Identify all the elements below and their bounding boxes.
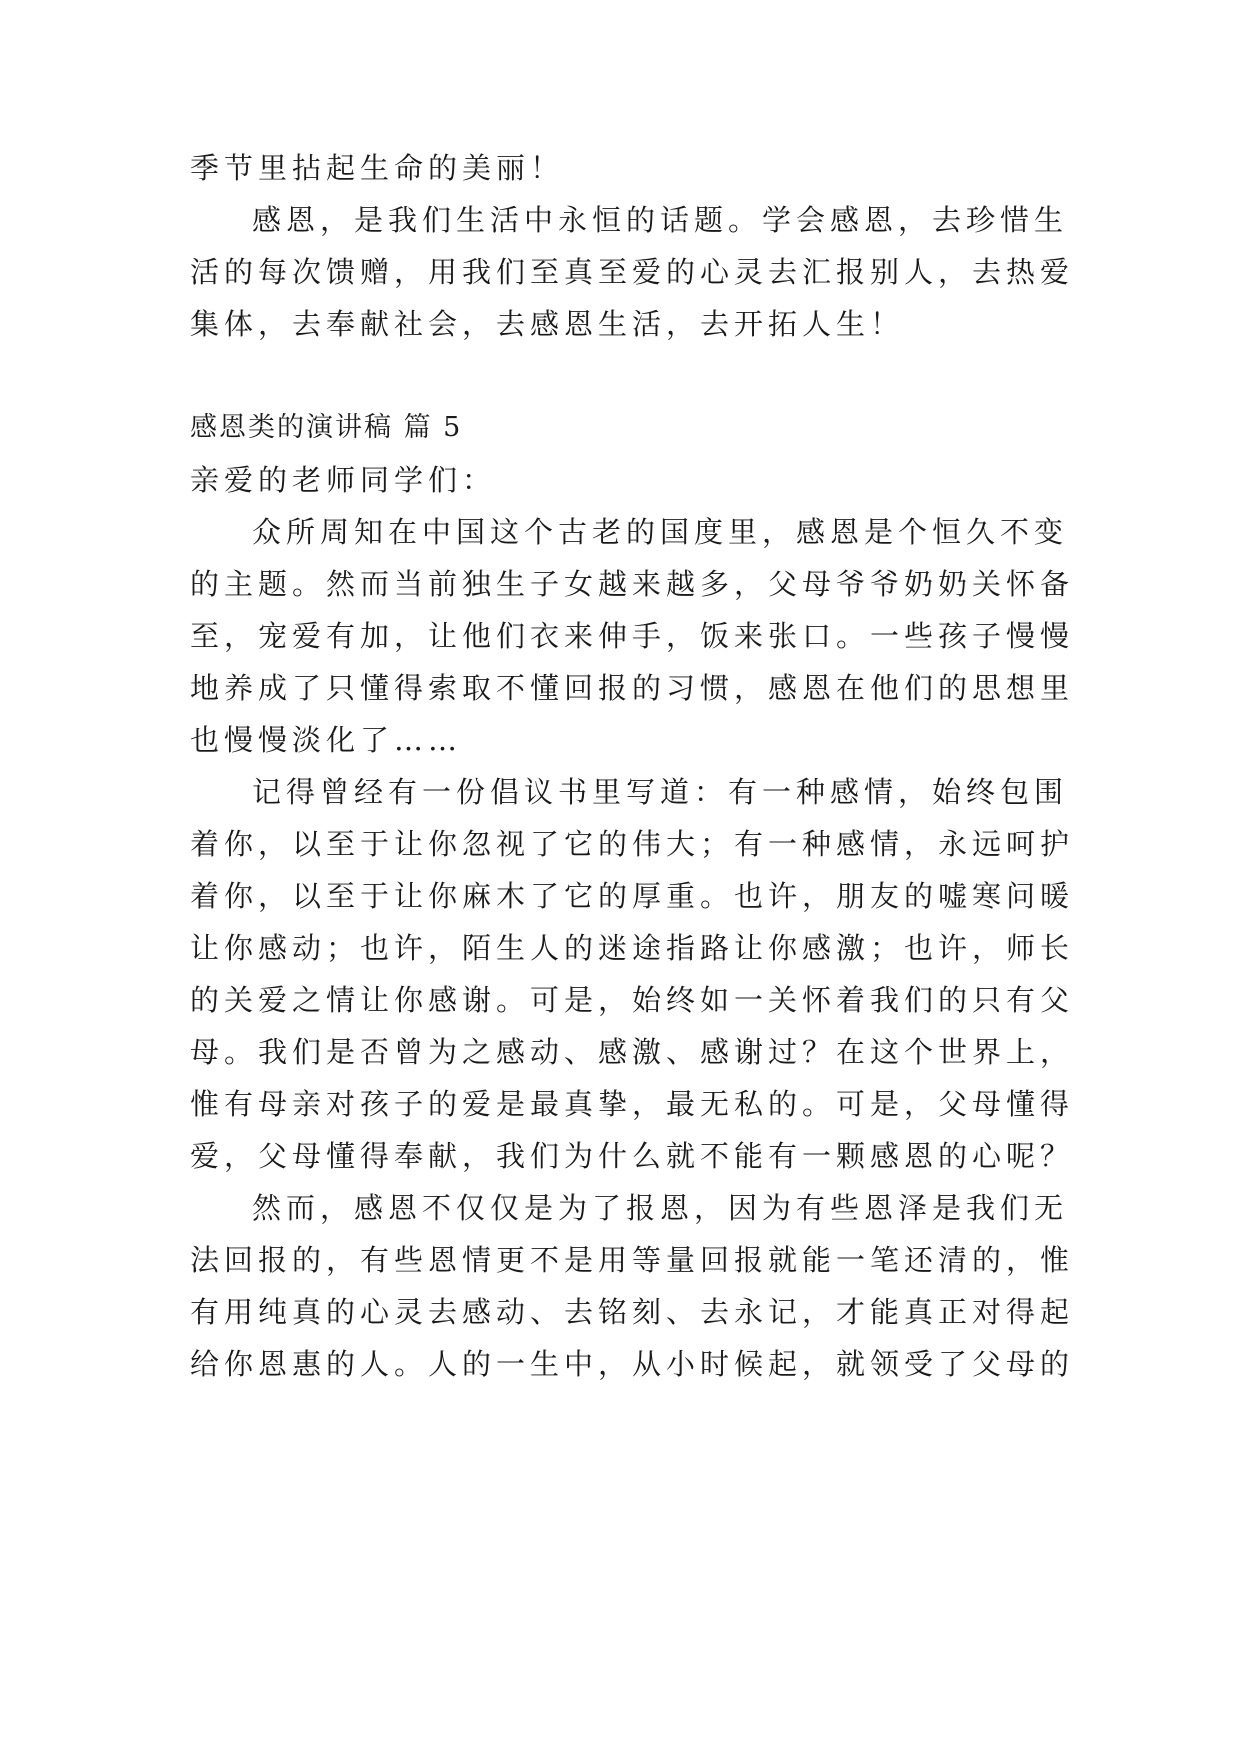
text-line: 让你感动；也许，陌生人的迷途指路让你感激；也许，师长 [190,931,1075,965]
text-line: 集体，去奉献社会，去感恩生活，去开拓人生！ [190,307,905,341]
text-line: 法回报的，有些恩情更不是用等量回报就能一笔还清的，惟 [190,1243,1075,1277]
text-line: 爱，父母懂得奉献，我们为什么就不能有一颗感恩的心呢？ [190,1139,1075,1173]
section-title: 感恩类的演讲稿 篇 5 [190,412,463,443]
text-line: 众所周知在中国这个古老的国度里，感恩是个恒久不变 [252,515,1069,549]
text-line: 季节里拈起生命的美丽！ [190,151,565,185]
text-line: 惟有母亲对孩子的爱是最真挚，最无私的。可是，父母懂得 [190,1087,1075,1121]
text-line: 然而，感恩不仅仅是为了报恩，因为有些恩泽是我们无 [252,1191,1069,1225]
text-line: 着你，以至于让你麻木了它的厚重。也许，朋友的嘘寒问暖 [190,879,1075,913]
text-line: 至，宠爱有加，让他们衣来伸手，饭来张口。一些孩子慢慢 [190,619,1075,653]
text-line: 给你恩惠的人。人的一生中，从小时候起，就领受了父母的 [190,1347,1075,1381]
text-line: 记得曾经有一份倡议书里写道：有一种感情，始终包围 [252,775,1069,809]
text-line: 地养成了只懂得索取不懂回报的习惯，感恩在他们的思想里 [190,671,1075,705]
text-line: 母。我们是否曾为之感动、感激、感谢过？在这个世界上， [190,1035,1075,1069]
text-line: 的主题。然而当前独生子女越来越多，父母爷爷奶奶关怀备 [190,567,1075,601]
text-line: 活的每次馈赠，用我们至真至爱的心灵去汇报别人，去热爱 [190,255,1075,289]
salutation: 亲爱的老师同学们： [190,463,497,497]
text-line: 的关爱之情让你感谢。可是，始终如一关怀着我们的只有父 [190,983,1075,1017]
text-line: 感恩，是我们生活中永恒的话题。学会感恩，去珍惜生 [252,203,1069,237]
text-line: 也慢慢淡化了…… [190,723,463,757]
text-line: 有用纯真的心灵去感动、去铭刻、去永记，才能真正对得起 [190,1295,1075,1329]
text-line: 着你，以至于让你忽视了它的伟大；有一种感情，永远呵护 [190,827,1075,861]
